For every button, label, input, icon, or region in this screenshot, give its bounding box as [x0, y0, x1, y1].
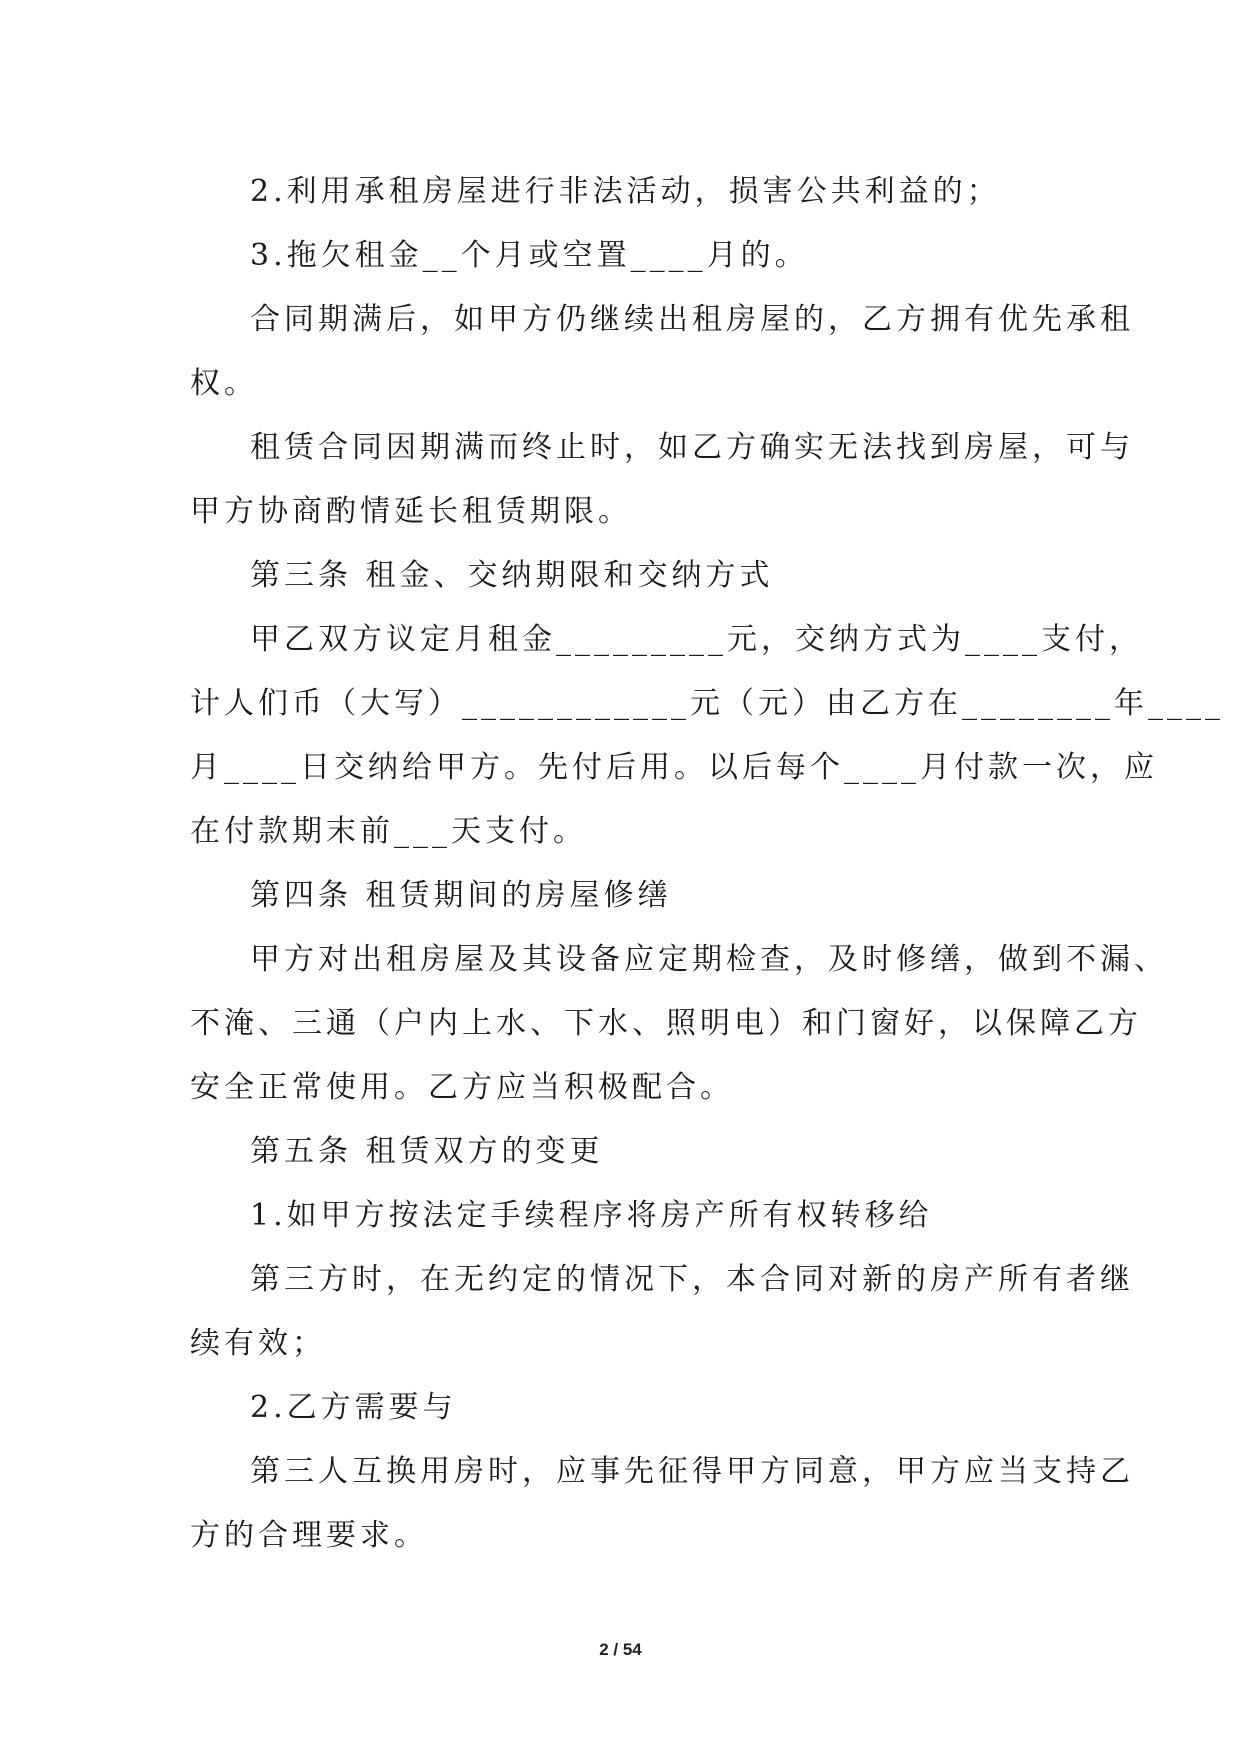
paragraph-line: 甲方协商酌情延长租赁期限。 — [190, 494, 632, 529]
paragraph-line: 在付款期末前___天支付。 — [190, 814, 587, 849]
paragraph-line: 租赁合同因期满而终止时，如乙方确实无法找到房屋，可与 — [250, 430, 1134, 465]
section-heading: 第三条 租金、交纳期限和交纳方式 — [250, 558, 774, 593]
paragraph-line: 第三方时，在无约定的情况下，本合同对新的房产所有者继 — [250, 1262, 1134, 1297]
paragraph-line: 3.拖欠租金__个月或空置____月的。 — [250, 238, 809, 273]
paragraph-line: 甲方对出租房屋及其设备应定期检查，及时修缮，做到不漏、 — [250, 942, 1168, 977]
paragraph-line: 安全正常使用。乙方应当积极配合。 — [190, 1070, 734, 1105]
paragraph-line: 方的合理要求。 — [190, 1518, 428, 1553]
paragraph-line: 月____日交纳给甲方。先付后用。以后每个____月付款一次，应 — [190, 750, 1158, 785]
document-body — [190, 160, 1224, 1568]
paragraph-line: 甲乙双方议定月租金_________元，交纳方式为____支付， — [250, 622, 1143, 657]
paragraph-line: 续有效； — [190, 1326, 326, 1361]
paragraph-line: 权。 — [190, 366, 258, 401]
paragraph-line: 2.乙方需要与 — [250, 1390, 457, 1425]
paragraph-line: 1.如甲方按法定手续程序将房产所有权转移给 — [250, 1198, 933, 1233]
paragraph-line: 计人们币（大写）____________元（元）由乙方在________年____ — [190, 686, 1224, 721]
paragraph-line: 不淹、三通（户内上水、下水、照明电）和门窗好，以保障乙方 — [190, 1006, 1142, 1041]
paragraph-line: 合同期满后，如甲方仍继续出租房屋的，乙方拥有优先承租 — [250, 302, 1134, 337]
paragraph-line: 2.利用承租房屋进行非法活动，损害公共利益的； — [250, 174, 1001, 209]
page-number: 2 / 54 — [599, 1640, 642, 1659]
section-heading: 第五条 租赁双方的变更 — [250, 1134, 604, 1169]
section-heading: 第四条 租赁期间的房屋修缮 — [250, 878, 672, 913]
paragraph-line: 第三人互换用房时，应事先征得甲方同意，甲方应当支持乙 — [250, 1454, 1134, 1489]
